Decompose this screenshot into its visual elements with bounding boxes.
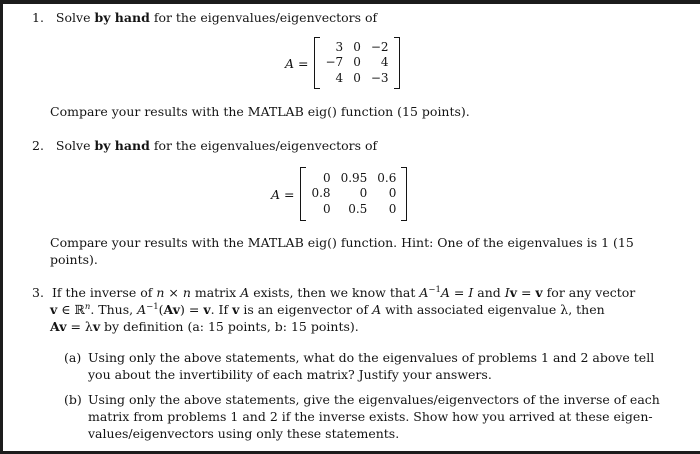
problem-1-bold: by hand [94, 10, 150, 25]
problem-2-compare-line-2: points). [50, 252, 98, 267]
math-paren: ( [158, 302, 164, 317]
math-n: n [182, 285, 191, 300]
matrix-row [306, 171, 401, 187]
matrix-entry: −7 [325, 55, 344, 70]
problem-1-matrix [285, 37, 400, 89]
problem-2-statement [32, 138, 377, 153]
part-a-label: (a) [64, 350, 82, 365]
text: matrix [190, 285, 241, 300]
text: . If [210, 302, 233, 317]
part-a-line-1: Using only the above statements, what do the eigenvalues of problems 1 and 2 above tell [88, 350, 655, 365]
math-n: n [156, 285, 165, 300]
math-eq: = [449, 285, 469, 300]
matrix-entry: −2 [370, 39, 389, 54]
problem-2-bold: by hand [94, 138, 150, 153]
math-eq: ) = [180, 302, 204, 317]
text: by definition (a: 15 points, b: 15 points). [100, 319, 359, 334]
text: with associated eigenvalue λ, then [381, 302, 605, 317]
matrix-entry: 0.5 [348, 201, 368, 216]
matrix-row [320, 40, 393, 56]
text: . Thus, [90, 302, 138, 317]
matrix-entry: 4 [335, 70, 344, 85]
matrix-entry: 0.95 [340, 170, 368, 185]
problem-1-pre: Solve [55, 10, 91, 25]
text: If the inverse of [51, 285, 157, 300]
matrix-row [306, 186, 401, 202]
text: exists, then we know that [249, 285, 420, 300]
part-a-line-2: you about the invertibility of each matrix? Justify your answers. [88, 367, 492, 382]
matrix-entry: 0 [359, 186, 368, 201]
matrix-entry: 0.6 [377, 170, 397, 185]
matrix-entry: 0 [353, 39, 361, 54]
problem-1-matrix-table [320, 40, 393, 87]
problem-3-line-2 [50, 302, 605, 317]
problem-3-line-3 [50, 319, 359, 334]
math-I: I [468, 285, 474, 300]
math-eq: = [517, 285, 536, 300]
problem-2-compare-line-1: Compare your results with the MATLAB eig() function. Hint: One of the eigenvalues is 1 (15 [50, 235, 634, 250]
matrix-row [320, 55, 393, 71]
matrix-entry: 0.8 [311, 186, 331, 201]
problem-2-post: for the eigenvalues/eigenvectors of [153, 138, 378, 153]
matrix-entry: 0 [353, 70, 361, 85]
math-v: v [172, 302, 181, 317]
part-b-line-1: Using only the above statements, give the eigenvalues/eigenvectors of the inverse of each [88, 392, 660, 407]
math-A: A [240, 285, 250, 300]
problem-3-number: 3. [32, 285, 44, 300]
math-sup: n [84, 302, 91, 312]
math-I: I [504, 285, 510, 300]
problem-1-post: for the eigenvalues/eigenvectors of [153, 10, 378, 25]
math-v: v [203, 302, 211, 317]
problem-2-matrix-label: A = [271, 186, 295, 202]
text: and [473, 285, 505, 300]
math-eq-lambda: = λ [66, 319, 93, 334]
math-v: v [92, 319, 101, 334]
math-v: v [232, 302, 240, 317]
matrix-entry: 0 [322, 201, 331, 216]
part-b-line-2: matrix from problems 1 and 2 if the inverse exists. Show how you arrived at these eigen- [88, 409, 653, 424]
math-A: A [163, 302, 173, 317]
math-v: v [59, 319, 67, 334]
problem-1-number: 1. [32, 10, 44, 25]
part-b-line-3: values/eigenvectors using only these statements. [88, 426, 400, 441]
math-times: × [164, 285, 183, 300]
problem-1-matrix-label: A = [285, 55, 309, 71]
math-in-R: ∈ ℝ [57, 302, 85, 317]
math-A: A [419, 285, 429, 300]
math-A: A [440, 285, 450, 300]
matrix-entry: 4 [380, 55, 389, 70]
problem-3-line-1 [32, 285, 635, 300]
problem-1-compare: Compare your results with the MATLAB eig() function (15 points). [50, 104, 470, 119]
math-A: A [372, 302, 382, 317]
math-A: A [137, 302, 147, 317]
problem-2-pre: Solve [55, 138, 91, 153]
math-v: v [509, 285, 517, 300]
matrix-entry: −3 [370, 70, 389, 85]
math-sup: −1 [146, 302, 159, 312]
math-v: v [535, 285, 543, 300]
problem-2-matrix [271, 167, 407, 221]
matrix-entry: 0 [388, 186, 397, 201]
math-v: v [50, 302, 58, 317]
right-bracket [401, 167, 407, 221]
problem-1-statement [32, 10, 377, 25]
left-dark-strip [0, 0, 3, 454]
matrix-row [320, 71, 393, 87]
text: is an eigenvector of [239, 302, 373, 317]
matrix-entry: 0 [322, 170, 331, 185]
problem-2-matrix-table [306, 171, 401, 218]
problem-2-number: 2. [32, 138, 44, 153]
math-A: A [50, 319, 60, 334]
part-b-label: (b) [64, 392, 82, 407]
matrix-entry: 0 [388, 201, 397, 216]
matrix-entry: 0 [353, 55, 361, 70]
matrix-entry: 3 [335, 39, 344, 54]
text: for any vector [542, 285, 636, 300]
top-dark-strip [0, 0, 700, 4]
math-sup: −1 [428, 285, 441, 295]
matrix-row [306, 202, 401, 218]
right-bracket [394, 37, 400, 89]
